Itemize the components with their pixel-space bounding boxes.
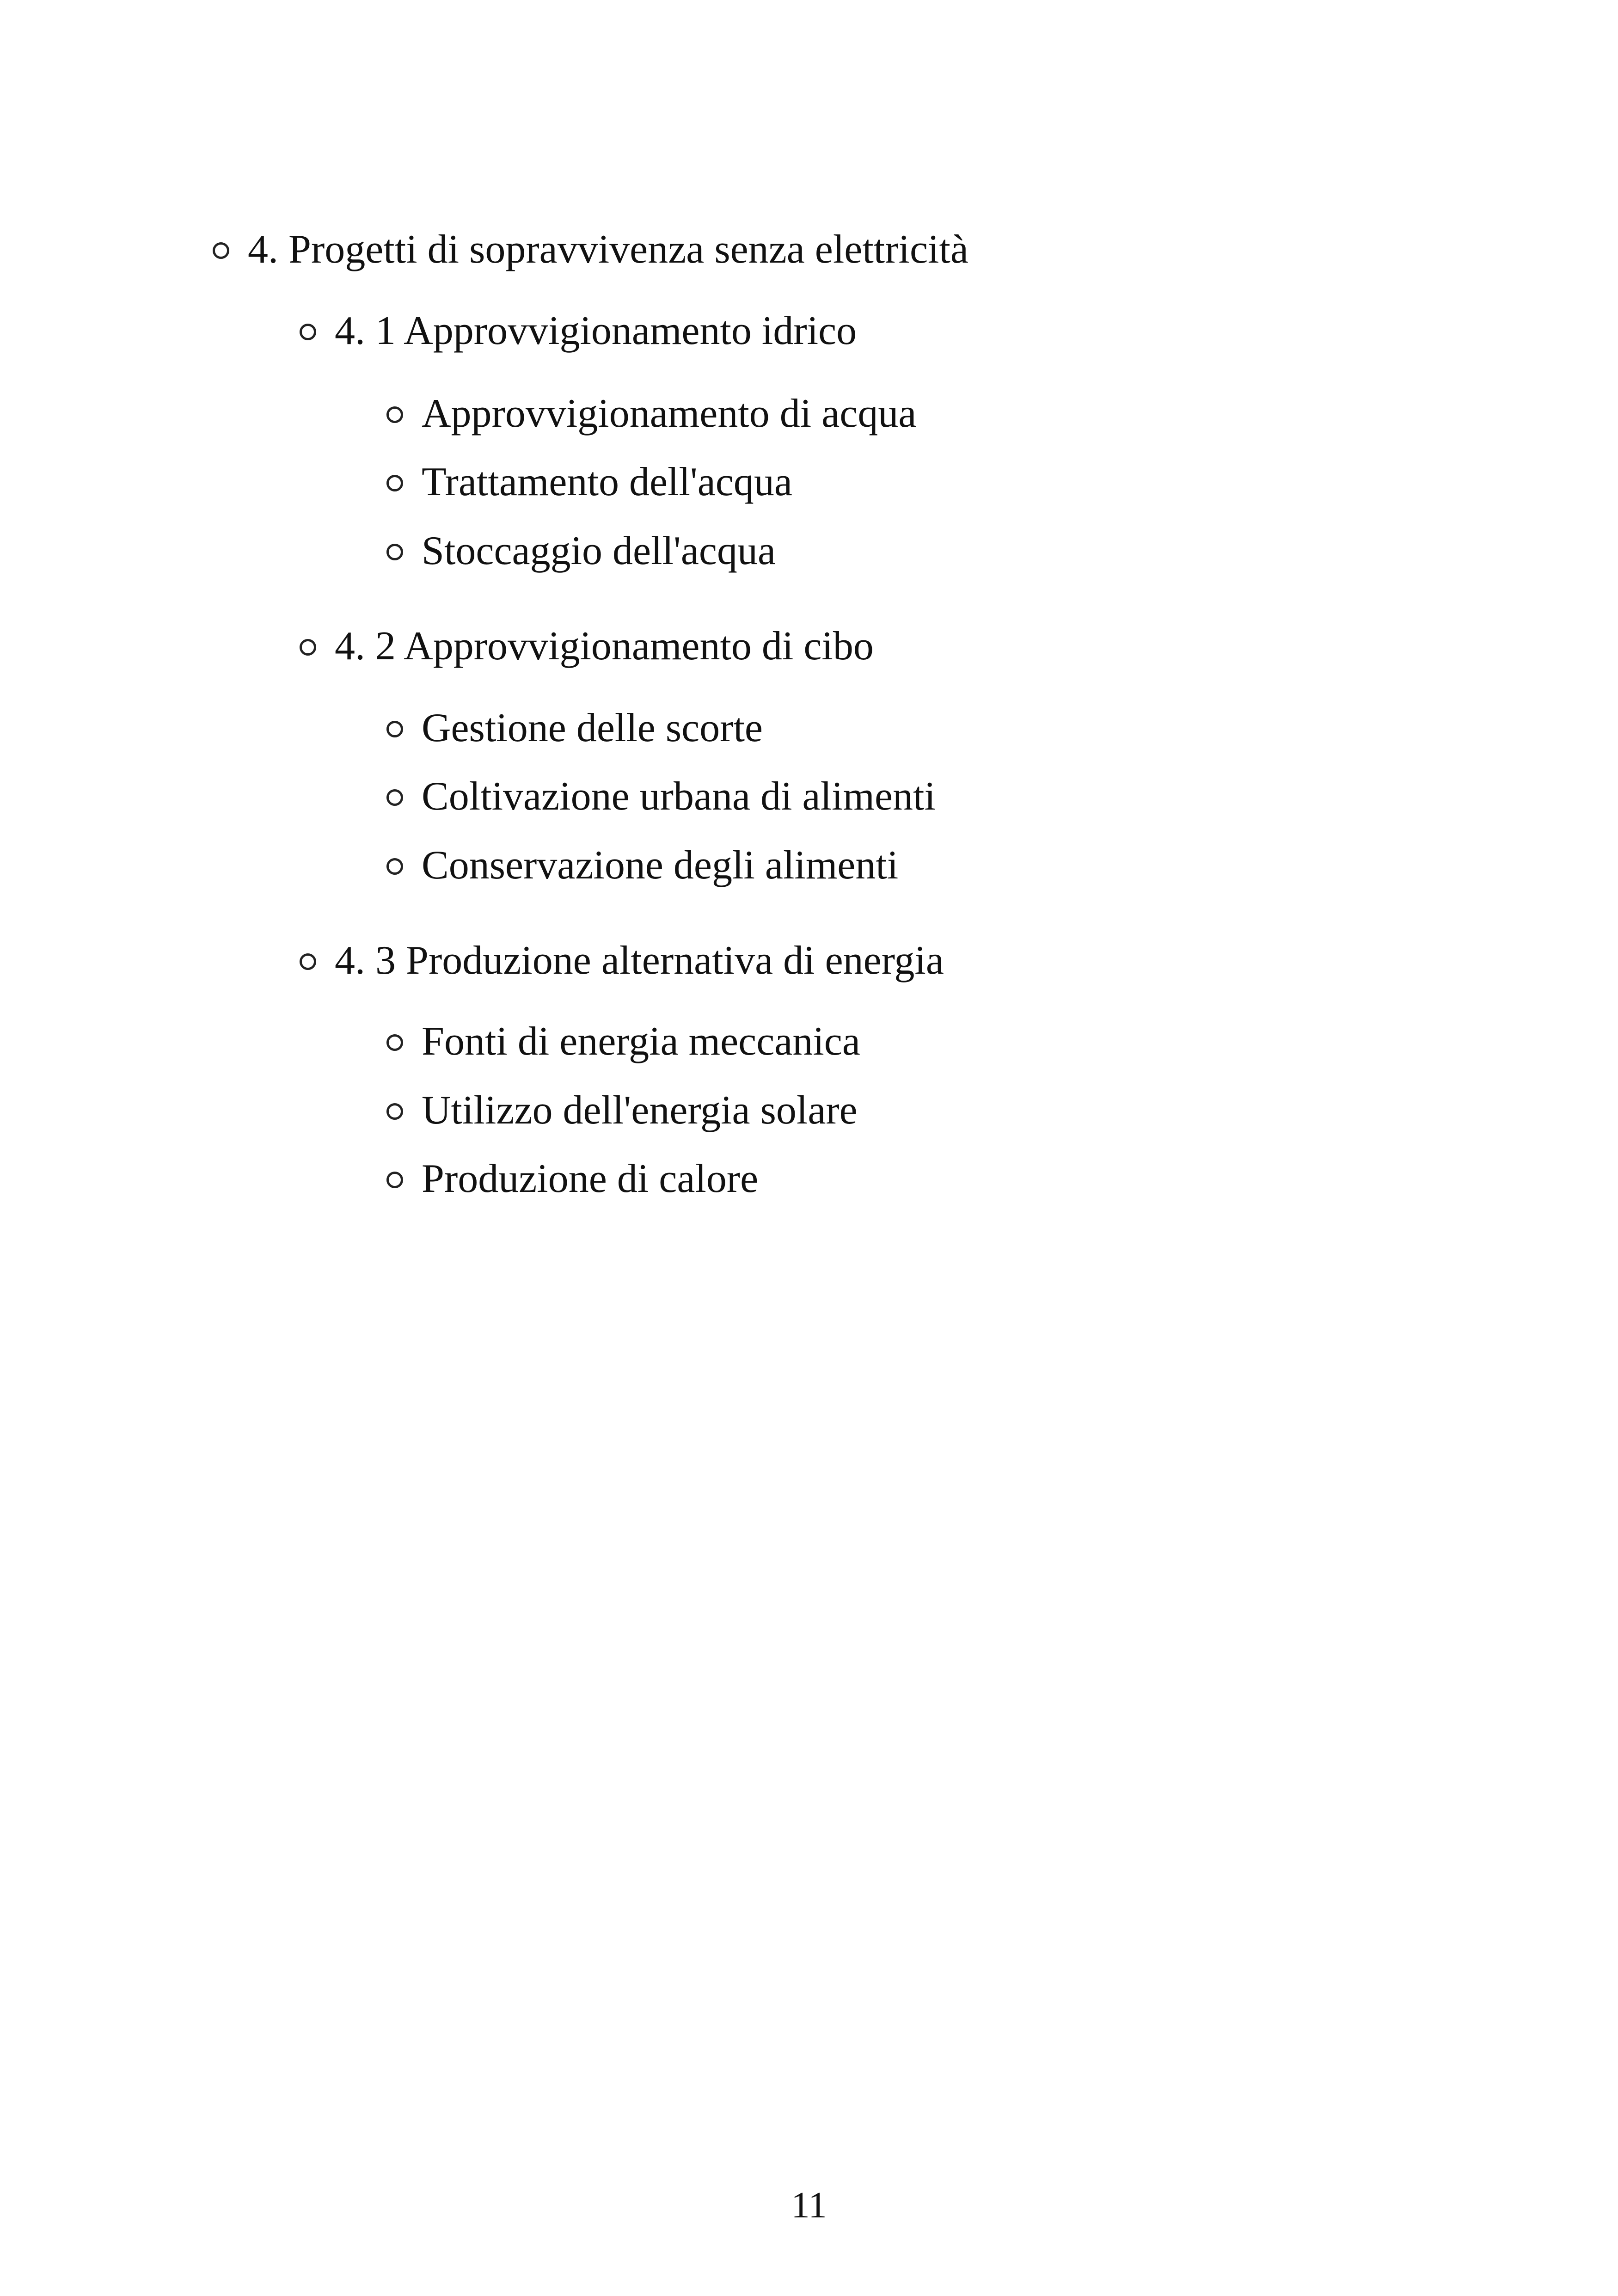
- item-label: Trattamento dell'acqua: [422, 460, 792, 504]
- item-label: Stoccaggio dell'acqua: [422, 528, 776, 573]
- subsection-title: 4. 2 Approvvigionamento di cibo: [335, 624, 874, 669]
- hollow-circle-bullet-icon: [300, 953, 316, 970]
- hollow-circle-bullet-icon: [386, 1172, 403, 1188]
- hollow-circle-bullet-icon: [300, 324, 316, 340]
- subsection-title: 4. 3 Produzione alternativa di energia: [335, 938, 944, 983]
- item-label: Fonti di energia meccanica: [422, 1019, 860, 1064]
- outline-item: [386, 842, 898, 889]
- hollow-circle-bullet-icon: [386, 858, 403, 875]
- outline-subsection: [300, 623, 874, 669]
- hollow-circle-bullet-icon: [386, 1103, 403, 1120]
- outline-item: [386, 459, 792, 505]
- hollow-circle-bullet-icon: [386, 406, 403, 423]
- outline-subsection: [300, 938, 944, 984]
- outline-item: [386, 1156, 758, 1202]
- outline-item: [386, 1019, 860, 1065]
- item-label: Conservazione degli alimenti: [422, 843, 899, 888]
- hollow-circle-bullet-icon: [386, 544, 403, 560]
- item-label: Gestione delle scorte: [422, 706, 763, 750]
- outline-item: [386, 705, 763, 751]
- outline-section: [213, 227, 968, 273]
- hollow-circle-bullet-icon: [300, 639, 316, 656]
- section-title: 4. Progetti di sopravvivenza senza elettricità: [248, 227, 968, 272]
- item-label: Approvvigionamento di acqua: [422, 391, 917, 436]
- item-label: Produzione di calore: [422, 1156, 759, 1201]
- outline-item: [386, 528, 776, 574]
- outline-item: [386, 1087, 858, 1134]
- hollow-circle-bullet-icon: [213, 242, 229, 259]
- outline-item: [386, 774, 936, 820]
- hollow-circle-bullet-icon: [386, 789, 403, 806]
- item-label: Utilizzo dell'energia solare: [422, 1088, 858, 1133]
- outline-subsection: [300, 308, 857, 354]
- hollow-circle-bullet-icon: [386, 721, 403, 737]
- subsection-title: 4. 1 Approvvigionamento idrico: [335, 308, 857, 353]
- hollow-circle-bullet-icon: [386, 475, 403, 491]
- outline-item: [386, 391, 916, 437]
- hollow-circle-bullet-icon: [386, 1034, 403, 1051]
- item-label: Coltivazione urbana di alimenti: [422, 774, 936, 819]
- page-number: 11: [791, 2185, 827, 2226]
